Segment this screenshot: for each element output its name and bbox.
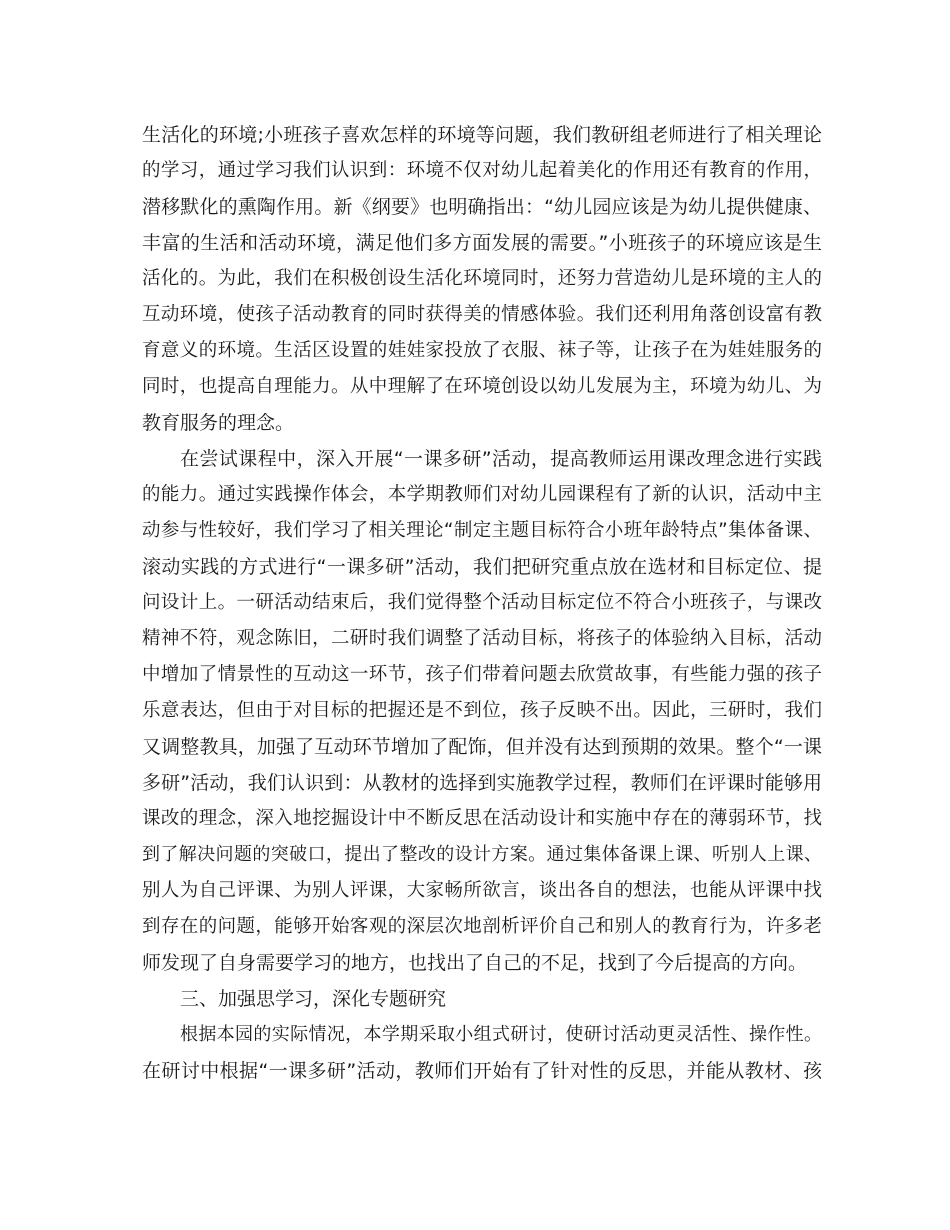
text-line: 师发现了自身需要学习的地方，也找出了自己的不足，找到了今后提高的方向。 (142, 952, 808, 974)
text-line: 多研”活动，我们认识到：从教材的选择到实施教学过程，教师们在评课时能够用 (142, 772, 822, 794)
text-line: 精神不符，观念陈旧，二研时我们调整了活动目标，将孩子的体验纳入目标，活动 (142, 628, 822, 649)
text-line: 的能力。通过实践操作体会，本学期教师们对幼儿园课程有了新的认识，活动中主 (142, 484, 822, 505)
text-line: 问设计上。一研活动结束后，我们觉得整个活动目标定位不符合小班孩子，与课改 (142, 592, 822, 613)
text-line: 活化的。为此，我们在积极创设生活化环境同时，还努力营造幼儿是环境的主人的 (142, 268, 822, 289)
text-line: 教育服务的理念。 (142, 412, 295, 434)
text-line: 在研讨中根据“一课多研”活动，教师们开始有了针对性的反思，并能从教材、孩 (142, 1060, 822, 1082)
section-heading: 三、加强思学习，深化专题研究 (180, 988, 447, 1010)
text-line: 动参与性较好，我们学习了相关理论“制定主题目标符合小班年龄特点”集体备课、 (142, 520, 822, 541)
text-line: 的学习，通过学习我们认识到：环境不仅对幼儿起着美化的作用还有教育的作用， (142, 160, 822, 181)
text-line: 又调整教具，加强了互动环节增加了配饰，但并没有达到预期的效果。整个“一课 (142, 736, 822, 758)
text-line: 育意义的环境。生活区设置的娃娃家投放了衣服、袜子等，让孩子在为娃娃服务的 (142, 340, 822, 361)
text-line: 滚动实践的方式进行“一课多研”活动，我们把研究重点放在选材和目标定位、提 (142, 556, 822, 578)
text-line: 同时，也提高自理能力。从中理解了在环境创设以幼儿发展为主，环境为幼儿、为 (142, 376, 822, 397)
text-line: 课改的理念，深入地挖掘设计中不断反思在活动设计和实施中存在的薄弱环节，找 (142, 808, 822, 829)
text-line: 中增加了情景性的互动这一环节，孩子们带着问题去欣赏故事，有些能力强的孩子 (142, 664, 822, 685)
text-line: 乐意表达，但由于对目标的把握还是不到位，孩子反映不出。因此，三研时，我们 (142, 700, 822, 721)
paragraph-first-line: 根据本园的实际情况，本学期采取小组式研讨，使研讨活动更灵活性、操作性。 (180, 1024, 822, 1045)
text-line: 到了解决问题的突破口，提出了整改的设计方案。通过集体备课上课、听别人上课、 (142, 844, 822, 865)
text-line: 互动环境，使孩子活动教育的同时获得美的情感体验。我们还利用角落创设富有教 (142, 304, 822, 325)
text-line: 生活化的环境;小班孩子喜欢怎样的环境等问题，我们教研组老师进行了相关理论 (142, 124, 822, 146)
paragraph-first-line: 在尝试课程中，深入开展“一课多研”活动，提高教师运用课改理念进行实践 (180, 448, 822, 470)
text-line: 别人为自己评课、为别人评课，大家畅所欲言，谈出各自的想法，也能从评课中找 (142, 880, 822, 901)
text-line: 丰富的生活和活动环境，满足他们多方面发展的需要。”小班孩子的环境应该是生 (142, 232, 822, 254)
text-line: 到存在的问题，能够开始客观的深层次地剖析评价自己和别人的教育行为，许多老 (142, 916, 822, 937)
text-line: 潜移默化的熏陶作用。新《纲要》也明确指出：“幼儿园应该是为幼儿提供健康、 (142, 196, 822, 218)
